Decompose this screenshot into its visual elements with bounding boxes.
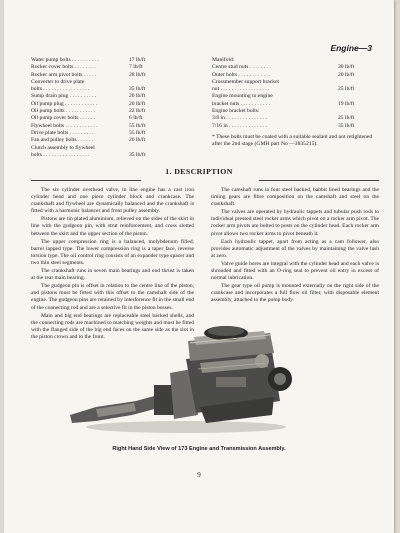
spec-label: Fan and pulley bolts . . . . . . bbox=[31, 137, 94, 144]
spec-label: 3/8 in . . . . . . . . . . . . . . . bbox=[212, 115, 267, 122]
spec-label: bolts . . . . . . . . . . . . . . . . . bbox=[31, 151, 90, 158]
spec-label: Crossmember support bracket bbox=[212, 78, 280, 85]
spec-label: Oil pump plug . . . . . . . . . . . . bbox=[31, 100, 98, 107]
torque-specs-right bbox=[212, 57, 380, 130]
spec-value: 25 lb/ft bbox=[338, 86, 355, 93]
torque-specs-left bbox=[31, 57, 171, 159]
paragraph: The gear type oil pump is mounted externally on the right side of the crankcase and incorporates a full flow oil filter, with disposable element assembly, attached to the pump body. bbox=[211, 283, 379, 304]
manual-page bbox=[4, 0, 394, 533]
spec-label: bolts . . . . . . . . . . . . . . . . . bbox=[31, 86, 90, 93]
spec-row bbox=[212, 108, 380, 115]
engine-illustration bbox=[70, 326, 292, 433]
spec-row bbox=[31, 57, 171, 64]
spec-value: 25 lb/ft bbox=[338, 115, 355, 122]
spec-value: 20 lb/ft bbox=[338, 71, 355, 78]
spec-value: 35 lb/ft bbox=[129, 86, 146, 93]
figure-caption: Right Hand Side View of 173 Engine and Transmission Assembly. bbox=[112, 446, 286, 452]
paragraph: The six cylinder overhead valve, in line engine has a cast iron cylinder head and one piece cylinder block and crankcase. The crankshaft and flywheel are dynamically balanced and the crankshaft is fitted with a harmonic balancer and front pulley assembly. bbox=[31, 187, 194, 215]
description-right-column bbox=[211, 187, 379, 306]
spec-label: bracket nuts . . . . . . . . . . . bbox=[212, 100, 270, 107]
spec-value: 55 lb/ft bbox=[129, 122, 146, 129]
spec-row bbox=[212, 115, 380, 122]
spec-label: Engine mounting to engine bbox=[212, 93, 273, 100]
paragraph: The gudgeon pin is offset in relation to the centre line of the piston, and pistons must be fitted with this offset to the camshaft side of the engine. The gudgeon pins are retained by interference fit in the small end of the connecting rod and are a selective fit in the piston bosses. bbox=[31, 283, 194, 311]
spec-value: 28 lb/ft bbox=[129, 71, 146, 78]
paragraph: Main and big end bearings are replaceable steel backed shells, and the connecting rods are machined to matching weights and must be fitted with the flanged side of the big end faces on the same side as the slot in the piston crown and to the front. bbox=[31, 312, 194, 340]
spec-value: 19 lb/ft bbox=[338, 100, 355, 107]
spec-row bbox=[212, 123, 380, 130]
spec-row bbox=[212, 86, 380, 93]
spec-value: 20 lb/ft bbox=[129, 100, 146, 107]
spec-row bbox=[212, 57, 380, 64]
paragraph: Pistons are tin plated aluminium, relieved on the sides of the skirt in line with the gudgeon pin, with strut reinforcement, and cross slotted between the skirt and the upper section of the piston. bbox=[31, 216, 194, 237]
spec-row bbox=[31, 152, 171, 159]
spec-value: 20 lb/ft bbox=[129, 93, 146, 100]
paragraph: The camshaft runs in four steel backed, babbit lined bearings and the timing gears are fibre composition on the camshaft and steel on the crankshaft. bbox=[211, 187, 379, 208]
spec-row bbox=[31, 101, 171, 108]
torque-specs-right-wrap bbox=[212, 57, 380, 148]
spec-value: 55 lb/ft bbox=[129, 129, 146, 136]
spec-label: Drive plate bolts . . . . . . . . . bbox=[31, 129, 94, 136]
spec-label: Sump drain plug . . . . . . . . . . bbox=[31, 93, 97, 100]
spec-row bbox=[31, 130, 171, 137]
spec-row bbox=[31, 115, 171, 122]
spec-row bbox=[31, 93, 171, 100]
spec-label: Outer bolts . . . . . . . . . . . . bbox=[212, 71, 271, 78]
description-left-column bbox=[31, 187, 194, 342]
spec-value: 35 lb/ft bbox=[129, 151, 146, 158]
spec-row bbox=[212, 64, 380, 71]
spec-row bbox=[212, 72, 380, 79]
spec-value: 6 lb/ft bbox=[129, 115, 143, 122]
spec-label: nut . . . . . . . . . . . . . . . . . . bbox=[212, 86, 270, 93]
spec-row bbox=[31, 108, 171, 115]
spec-value: 35 lb/ft bbox=[338, 122, 355, 129]
spec-value: 22 lb/ft bbox=[129, 108, 146, 115]
spec-label: Engine bracket bolts: bbox=[212, 108, 260, 115]
spec-row bbox=[31, 79, 171, 86]
spec-label: Manifold: bbox=[212, 57, 235, 63]
spec-row bbox=[31, 86, 171, 93]
spec-value: 30 lb/ft bbox=[338, 64, 355, 71]
paragraph: Valve guide bores are integral with the cylinder head and each valve is shrouded and fitted with an O-ring seal to prevent oil entry in excess of normal lubrication. bbox=[211, 260, 379, 282]
spec-row bbox=[31, 123, 171, 130]
page-number: 9 bbox=[197, 471, 201, 479]
spec-label: Clutch assembly to flywheel bbox=[31, 144, 95, 151]
spec-row bbox=[31, 64, 171, 71]
paragraph: Each hydraulic tappet, apart from acting as a cam follower, also provides automatic adjustment of the valves by maintaining the valve lash at zero. bbox=[211, 238, 379, 259]
spec-label: Oil pump cover bolts . . . . . . bbox=[31, 115, 96, 122]
sealant-note: * These bolts must be coated with a suitable sealant and not retightened after the 2nd stage (GMH part No —3835215). bbox=[212, 133, 373, 148]
spec-label: Converter to drive plate bbox=[31, 78, 85, 85]
spec-label: 7/16 in . . . . . . . . . . . . . . bbox=[212, 122, 267, 129]
section-rule-left bbox=[31, 180, 141, 181]
paragraph: The crankshaft runs in seven main bearings and end thrust is taken at the rear main bearing. bbox=[31, 268, 194, 282]
spec-label: Centre stud nuts . . . . . . . . bbox=[212, 64, 271, 71]
spec-row bbox=[31, 72, 171, 79]
spec-row bbox=[212, 93, 380, 100]
section-rule-right bbox=[259, 180, 379, 181]
spec-row bbox=[212, 79, 380, 86]
spec-label: Flywheel bolts . . . . . . . . . . . . bbox=[31, 122, 98, 129]
spec-value: 17 lb/ft bbox=[129, 57, 146, 63]
spec-label: Oil pump bolts . . . . . . . . . . . bbox=[31, 108, 96, 115]
section-title: 1. DESCRIPTION bbox=[165, 167, 233, 176]
spec-value: 7 lb/ft bbox=[129, 64, 143, 71]
spec-row bbox=[31, 137, 171, 144]
paragraph: The valves are operated by hydraulic tappets and tubular push rods to individual pressed steel rocker arms which pivot on a rocker arm pivot. The rocker arm pivots are bolted to posts on the cylinder head. Each rocker arm pivot allows two rocker arms to pivot beneath it. bbox=[211, 209, 379, 237]
spec-row bbox=[212, 101, 380, 108]
spec-value bbox=[338, 93, 380, 100]
spec-row bbox=[31, 145, 171, 152]
spec-label: Rocker cover bolts . . . . . . . . bbox=[31, 64, 96, 71]
engine-transmission-photo bbox=[66, 323, 296, 435]
spec-value: 20 lb/ft bbox=[129, 137, 146, 144]
spec-value bbox=[129, 145, 171, 152]
paragraph: The upper compression ring is a balanced, molybdenum filled, barrel lapped type. The lower compression ring is a taper face, reverse torsion type. The oil control ring consists of an expander type spacer and two thin steel segments. bbox=[31, 238, 194, 266]
spec-label: Water pump bolts . . . . . . . . . . bbox=[31, 57, 99, 63]
chapter-header: Engine—3 bbox=[330, 43, 372, 53]
spec-label: Rocker arm pivot bolts . . . . . bbox=[31, 71, 97, 78]
